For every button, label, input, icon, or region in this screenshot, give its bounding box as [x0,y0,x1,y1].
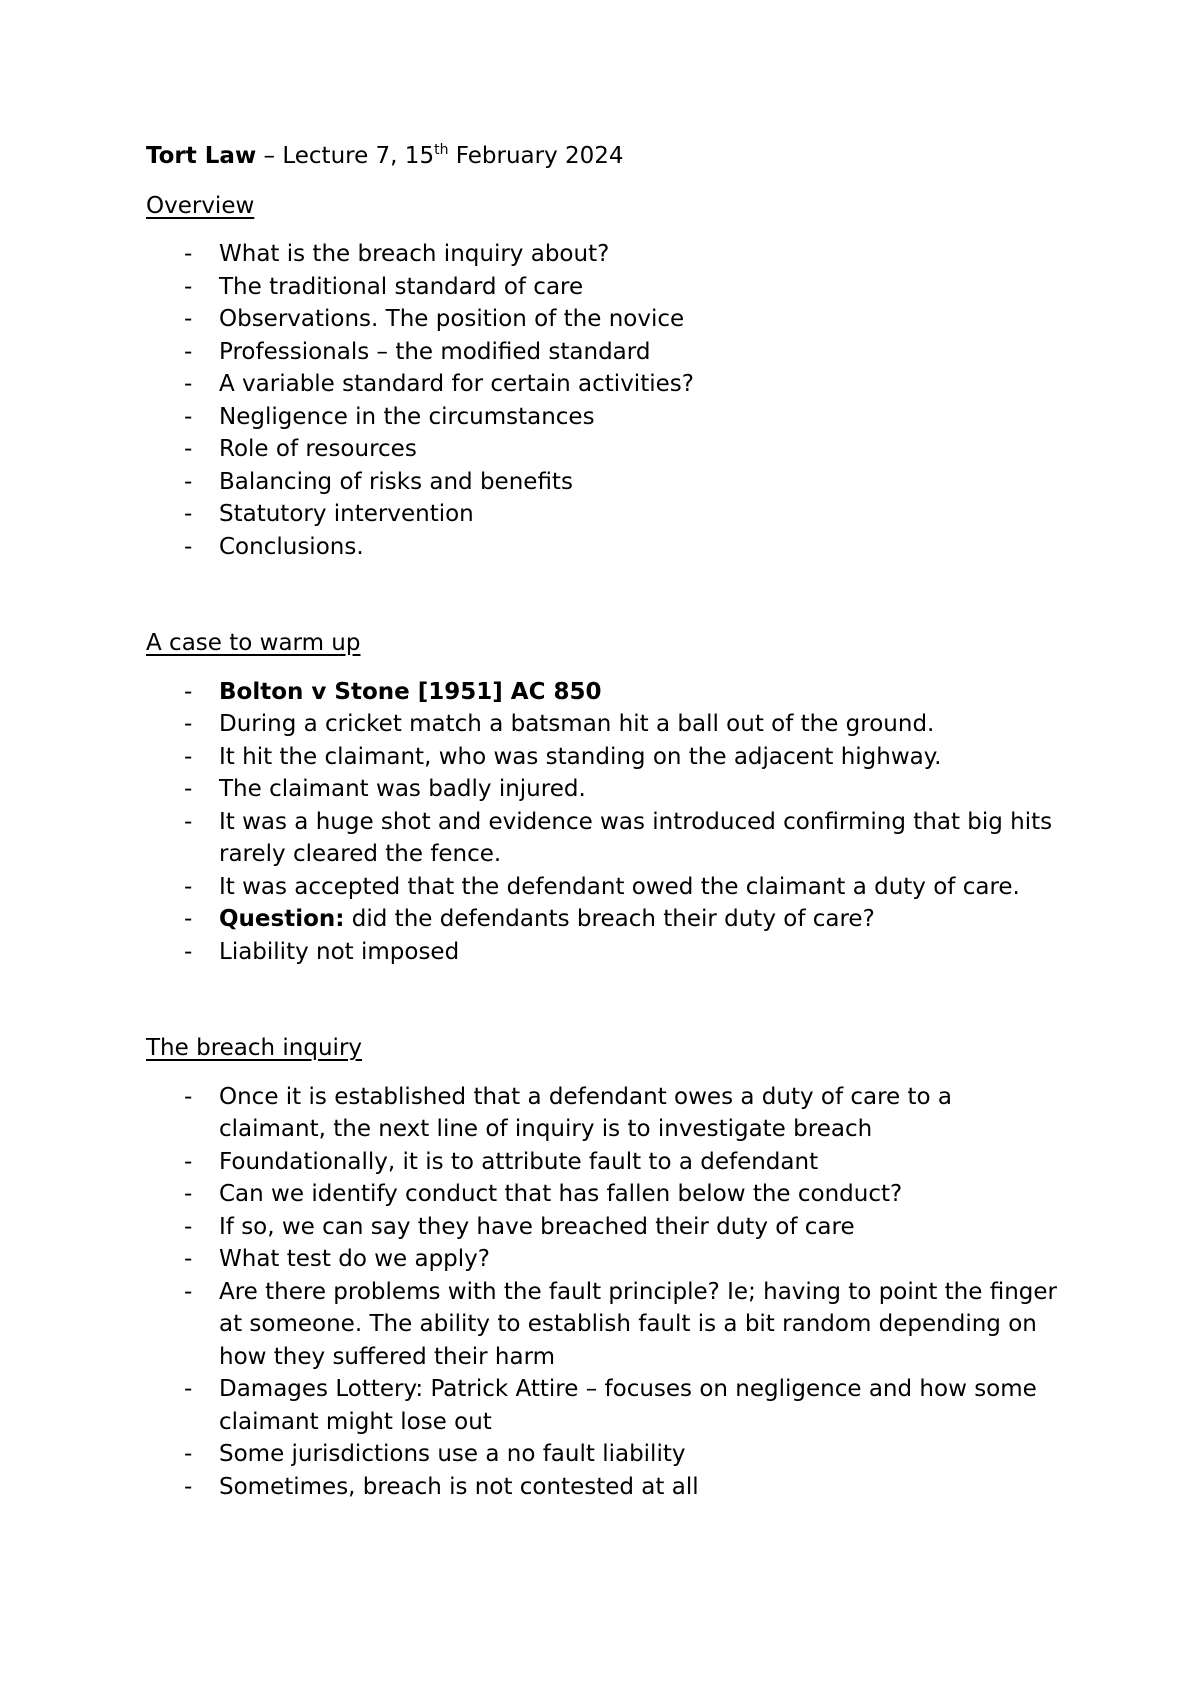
list-item-text: Conclusions. [219,533,364,560]
list-item-text: It hit the claimant, who was standing on the adjacent highway. [219,743,942,770]
list-item-text: Balancing of risks and benefits [219,468,573,495]
document-title [146,140,1066,173]
list-item [146,1081,1066,1146]
list-item [146,1178,1066,1211]
list-item [146,773,1066,806]
bullet-dash: - [184,241,193,267]
bullet-dash: - [184,1213,193,1240]
bullet-dash: - [184,906,193,932]
list-item [146,871,1066,904]
bullet-dash: - [184,808,193,835]
list-item-text: The claimant was badly injured. [219,776,586,802]
bullet-dash: - [184,501,193,527]
section-spacer [146,563,1066,627]
list-item [146,1471,1066,1504]
overview-heading: Overview [146,192,255,219]
list-item [146,806,1066,871]
list-item [146,368,1066,401]
bullet-dash: - [184,938,193,965]
bullet-dash: - [184,306,193,332]
bullet-dash: - [184,1246,193,1272]
list-item-text: Role of resources [219,436,417,462]
question-label: Question: [219,906,345,932]
list-item [146,676,1066,709]
list-item [146,271,1066,304]
title-bold: Tort Law [146,143,257,169]
list-item [146,903,1066,936]
list-item [146,1243,1066,1276]
bullet-dash: - [184,338,193,365]
list-item-text: Observations. The position of the novice [219,306,685,332]
list-item [146,936,1066,969]
list-item-text: Some jurisdictions use a no fault liability [219,1441,686,1467]
bullet-dash: - [184,1376,193,1402]
list-item [146,433,1066,466]
bullet-dash: - [184,1441,193,1467]
section-spacer [146,968,1066,1032]
bullet-dash: - [184,1473,193,1500]
bullet-dash: - [184,743,193,770]
title-end: February 2024 [448,143,624,169]
case-name: Bolton v Stone [1951] AC 850 [219,678,602,705]
list-item [146,1373,1066,1438]
list-item-text: A variable standard for certain activities? [219,371,694,397]
bullet-dash: - [184,1148,193,1175]
list-item-text: The traditional standard of care [219,273,584,300]
warmup-heading: A case to warm up [146,630,361,656]
list-item [146,741,1066,774]
list-item-text: Foundationally, it is to attribute fault to a defendant [219,1148,819,1175]
list-item-text: Can we identify conduct that has fallen below the conduct? [219,1181,903,1207]
bullet-dash: - [184,468,193,495]
breach-heading: The breach inquiry [146,1035,363,1061]
list-item-text: Sometimes, breach is not contested at all [219,1473,699,1500]
list-item [146,303,1066,336]
list-item [146,1146,1066,1179]
list-item-text: During a cricket match a batsman hit a ball out of the ground. [219,711,935,737]
list-item [146,708,1066,741]
title-rest: – Lecture 7, 15 [256,143,435,169]
list-item [146,336,1066,369]
bullet-dash: - [184,1181,193,1207]
overview-list [146,238,1066,563]
bullet-dash: - [184,436,193,462]
title-superscript: th [434,142,449,158]
list-item-text: What is the breach inquiry about? [219,241,610,267]
bullet-dash: - [184,711,193,737]
list-item [146,466,1066,499]
breach-list [146,1081,1066,1504]
list-item-text: Negligence in the circumstances [219,403,595,430]
bullet-dash: - [184,678,193,705]
bullet-dash: - [184,873,193,900]
bullet-dash: - [184,776,193,802]
warmup-list [146,676,1066,969]
list-item [146,1211,1066,1244]
list-item [146,1276,1066,1374]
list-item-text: Are there problems with the fault principle? Ie; having to point the finger at someone. The ability to establish fault is a bit random depending on how they suffered their harm [219,1278,1057,1370]
bullet-dash: - [184,1278,193,1305]
bullet-dash: - [184,273,193,300]
bullet-dash: - [184,371,193,397]
list-item-text: If so, we can say they have breached their duty of care [219,1213,855,1240]
question-text: did the defendants breach their duty of care? [344,906,875,932]
list-item-text: What test do we apply? [219,1246,490,1272]
list-item-text: Professionals – the modified standard [219,338,651,365]
list-item-text: It was accepted that the defendant owed the claimant a duty of care. [219,873,1020,900]
list-item [146,498,1066,531]
list-item-text: It was a huge shot and evidence was introduced confirming that big hits rarely cleared the fence. [219,808,1053,867]
bullet-dash: - [184,533,193,560]
list-item-text: Damages Lottery: Patrick Attire – focuses on negligence and how some claimant might lose out [219,1376,1037,1435]
list-item [146,531,1066,564]
bullet-dash: - [184,403,193,430]
list-item [146,1438,1066,1471]
list-item-text: Once it is established that a defendant owes a duty of care to a claimant, the next line of inquiry is to investigate breach [219,1083,953,1142]
list-item [146,238,1066,271]
bullet-dash: - [184,1083,193,1110]
document-page [146,140,1066,1503]
list-item [146,401,1066,434]
list-item-text: Statutory intervention [219,501,474,527]
list-item-text: Liability not imposed [219,938,460,965]
